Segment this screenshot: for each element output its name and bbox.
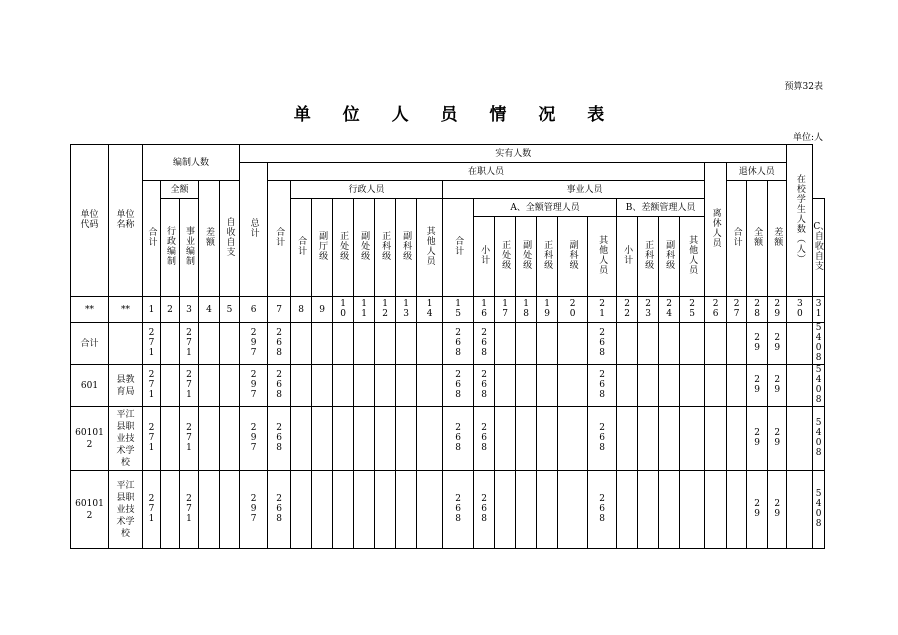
value-cell <box>161 407 180 471</box>
value-cell <box>312 323 333 365</box>
index-cell: 28 <box>747 297 768 323</box>
value-cell: 271 <box>143 365 161 407</box>
personnel-table <box>70 144 830 549</box>
value-cell <box>199 365 220 407</box>
value-cell <box>787 323 813 365</box>
value-cell: 5408 <box>813 365 825 407</box>
value-cell <box>516 471 537 549</box>
header-adm-total: 合计 <box>291 199 312 297</box>
index-cell: 29 <box>768 297 787 323</box>
index-cell: 12 <box>375 297 396 323</box>
header-a-div: 正处级 <box>495 217 516 297</box>
index-cell: 4 <box>199 297 220 323</box>
index-cell: ** <box>71 297 109 323</box>
value-cell: 29 <box>747 323 768 365</box>
index-cell: 20 <box>558 297 588 323</box>
value-cell <box>220 323 240 365</box>
header-retired-people: 离休人员 <box>705 163 727 297</box>
value-cell <box>354 365 375 407</box>
value-cell: 29 <box>768 407 787 471</box>
value-cell <box>417 471 443 549</box>
value-cell <box>787 471 813 549</box>
value-cell: 268 <box>588 365 617 407</box>
header-adm-deputy-dept: 副厅级 <box>312 199 333 297</box>
value-cell <box>537 365 558 407</box>
value-cell: 268 <box>443 471 474 549</box>
value-cell <box>617 365 638 407</box>
value-cell: 268 <box>474 323 495 365</box>
index-cell: 18 <box>516 297 537 323</box>
value-cell <box>161 471 180 549</box>
header-a-other: 其他人员 <box>588 217 617 297</box>
value-cell <box>417 407 443 471</box>
value-cell <box>354 407 375 471</box>
unit-name-cell: 平江县职业技术学校 <box>109 471 143 549</box>
index-cell: 25 <box>680 297 705 323</box>
value-cell <box>705 365 727 407</box>
value-cell <box>220 471 240 549</box>
value-cell <box>396 471 417 549</box>
value-cell <box>638 407 659 471</box>
index-cell: 14 <box>417 297 443 323</box>
index-cell: 30 <box>787 297 813 323</box>
value-cell: 29 <box>747 407 768 471</box>
value-cell: 297 <box>240 365 268 407</box>
header-bz-diff: 差额 <box>199 181 220 297</box>
value-cell: 268 <box>443 365 474 407</box>
table-row <box>71 407 825 471</box>
value-cell <box>333 323 354 365</box>
header-bz-career: 事业编制 <box>180 199 199 297</box>
value-cell: 271 <box>143 471 161 549</box>
value-cell <box>558 323 588 365</box>
index-cell: 5 <box>220 297 240 323</box>
table-row <box>71 323 825 365</box>
index-cell: 22 <box>617 297 638 323</box>
value-cell <box>787 407 813 471</box>
value-cell <box>659 323 680 365</box>
value-cell <box>354 323 375 365</box>
value-cell <box>375 471 396 549</box>
value-cell <box>291 471 312 549</box>
index-cell: 27 <box>727 297 747 323</box>
value-cell <box>333 407 354 471</box>
value-cell: 297 <box>240 407 268 471</box>
value-cell <box>291 365 312 407</box>
unit-name-cell <box>109 323 143 365</box>
value-cell <box>680 471 705 549</box>
value-cell <box>680 365 705 407</box>
index-cell: 15 <box>443 297 474 323</box>
value-cell <box>558 407 588 471</box>
value-cell <box>375 365 396 407</box>
value-cell <box>727 407 747 471</box>
header-in-service: 在职人员 <box>268 163 705 181</box>
value-cell: 268 <box>588 407 617 471</box>
value-cell <box>199 407 220 471</box>
value-cell: 268 <box>588 471 617 549</box>
value-cell <box>417 365 443 407</box>
value-cell <box>516 407 537 471</box>
header-bz-self: 自收自支 <box>220 181 240 297</box>
index-cell: 3 <box>180 297 199 323</box>
header-adm-div: 正处级 <box>333 199 354 297</box>
value-cell <box>312 407 333 471</box>
value-cell: 268 <box>268 365 291 407</box>
page-title: 单 位 人 员 情 况 表 <box>293 105 618 125</box>
header-a-sec: 正科级 <box>537 217 558 297</box>
value-cell: 271 <box>143 407 161 471</box>
value-cell <box>558 471 588 549</box>
value-cell: 297 <box>240 471 268 549</box>
header-bianzhi: 编制人数 <box>143 145 240 181</box>
value-cell: 268 <box>474 407 495 471</box>
index-cell: 23 <box>638 297 659 323</box>
header-in-total: 合计 <box>268 181 291 297</box>
header-b-other: 其他人员 <box>680 217 705 297</box>
header-diff-mgmt: B、差额管理人员 <box>617 199 705 217</box>
value-cell <box>558 365 588 407</box>
value-cell <box>199 323 220 365</box>
table-row <box>71 471 825 549</box>
index-cell: 17 <box>495 297 516 323</box>
header-car-total: 合计 <box>443 199 474 297</box>
header-b-sec: 正科级 <box>638 217 659 297</box>
header-retired: 退休人员 <box>727 163 787 181</box>
header-career-staff: 事业人员 <box>443 181 727 199</box>
unit-name-cell: 平江县职业技术学校 <box>109 407 143 471</box>
value-cell <box>220 365 240 407</box>
header-b-sub: 小计 <box>617 217 638 297</box>
value-cell <box>495 365 516 407</box>
header-unit-code: 单位代码 <box>71 145 109 297</box>
header-bz-admin: 行政编制 <box>161 199 180 297</box>
value-cell <box>396 323 417 365</box>
index-cell: 11 <box>354 297 375 323</box>
value-cell <box>617 471 638 549</box>
value-cell <box>291 407 312 471</box>
header-a-sub: 小计 <box>474 217 495 297</box>
value-cell <box>705 323 727 365</box>
value-cell <box>161 323 180 365</box>
header-self-c: C、自收自支 <box>813 199 825 297</box>
value-cell <box>638 365 659 407</box>
value-cell: 29 <box>768 323 787 365</box>
value-cell <box>537 323 558 365</box>
unit-code-cell: 601012 <box>71 407 109 471</box>
unit-code-cell: 601 <box>71 365 109 407</box>
value-cell: 271 <box>143 323 161 365</box>
header-unit-name: 单位名称 <box>109 145 143 297</box>
value-cell: 268 <box>474 471 495 549</box>
table-row <box>71 365 825 407</box>
header-row-1 <box>71 145 825 163</box>
value-cell: 29 <box>768 471 787 549</box>
header-adm-other: 其他人员 <box>417 199 443 297</box>
value-cell <box>537 471 558 549</box>
value-cell <box>417 323 443 365</box>
value-cell: 268 <box>588 323 617 365</box>
header-adm-deputy-div: 副处级 <box>354 199 375 297</box>
value-cell <box>375 323 396 365</box>
value-cell: 271 <box>180 471 199 549</box>
value-cell: 268 <box>443 323 474 365</box>
value-cell: 271 <box>180 365 199 407</box>
header-adm-deputy-sec: 副科级 <box>396 199 417 297</box>
unit-label: 单位:人 <box>792 133 823 143</box>
header-admin-staff: 行政人员 <box>291 181 443 199</box>
value-cell <box>495 471 516 549</box>
value-cell <box>680 323 705 365</box>
header-b-deputy-sec: 副科级 <box>659 217 680 297</box>
value-cell <box>659 471 680 549</box>
value-cell <box>333 471 354 549</box>
value-cell <box>220 407 240 471</box>
value-cell <box>659 365 680 407</box>
value-cell <box>161 365 180 407</box>
index-cell: 9 <box>312 297 333 323</box>
value-cell: 268 <box>443 407 474 471</box>
index-cell: 6 <box>240 297 268 323</box>
value-cell: 29 <box>768 365 787 407</box>
value-cell <box>727 471 747 549</box>
value-cell <box>727 323 747 365</box>
value-cell: 5408 <box>813 471 825 549</box>
value-cell <box>396 407 417 471</box>
index-cell: 10 <box>333 297 354 323</box>
value-cell <box>537 407 558 471</box>
value-cell <box>787 365 813 407</box>
index-cell: 16 <box>474 297 495 323</box>
index-cell: 8 <box>291 297 312 323</box>
value-cell <box>354 471 375 549</box>
header-ret-full: 全额 <box>747 181 768 297</box>
value-cell <box>705 407 727 471</box>
value-cell: 5408 <box>813 323 825 365</box>
index-cell: 1 <box>143 297 161 323</box>
header-grand-total: 总计 <box>240 163 268 297</box>
value-cell <box>516 365 537 407</box>
index-cell: 13 <box>396 297 417 323</box>
value-cell <box>291 323 312 365</box>
unit-code-cell: 合计 <box>71 323 109 365</box>
value-cell <box>638 471 659 549</box>
value-cell: 297 <box>240 323 268 365</box>
value-cell: 268 <box>268 471 291 549</box>
index-cell: 19 <box>537 297 558 323</box>
header-ret-diff: 差额 <box>768 181 787 297</box>
unit-code-cell: 601012 <box>71 471 109 549</box>
header-students: 在校学生人数（人） <box>787 145 813 297</box>
index-cell: 7 <box>268 297 291 323</box>
index-cell: 2 <box>161 297 180 323</box>
value-cell <box>617 407 638 471</box>
header-full-mgmt: A、全额管理人员 <box>474 199 617 217</box>
value-cell <box>495 407 516 471</box>
header-ret-total: 合计 <box>727 181 747 297</box>
index-cell: 24 <box>659 297 680 323</box>
header-a-deputy-div: 副处级 <box>516 217 537 297</box>
value-cell <box>617 323 638 365</box>
index-cell: 31 <box>813 297 825 323</box>
value-cell <box>312 471 333 549</box>
value-cell <box>638 323 659 365</box>
header-bz-total: 合计 <box>143 181 161 297</box>
value-cell <box>396 365 417 407</box>
value-cell <box>199 471 220 549</box>
value-cell: 271 <box>180 323 199 365</box>
value-cell <box>516 323 537 365</box>
value-cell: 29 <box>747 365 768 407</box>
value-cell <box>312 365 333 407</box>
value-cell <box>705 471 727 549</box>
value-cell <box>680 407 705 471</box>
header-actual: 实有人数 <box>240 145 787 163</box>
value-cell <box>333 365 354 407</box>
value-cell: 5408 <box>813 407 825 471</box>
value-cell <box>375 407 396 471</box>
header-adm-sec: 正科级 <box>375 199 396 297</box>
form-code: 预算32表 <box>784 82 823 92</box>
index-cell: ** <box>109 297 143 323</box>
value-cell <box>495 323 516 365</box>
header-a-deputy-sec: 副科级 <box>558 217 588 297</box>
index-cell: 21 <box>588 297 617 323</box>
value-cell: 29 <box>747 471 768 549</box>
index-cell: 26 <box>705 297 727 323</box>
value-cell: 271 <box>180 407 199 471</box>
value-cell: 268 <box>268 323 291 365</box>
value-cell: 268 <box>474 365 495 407</box>
unit-name-cell: 县教育局 <box>109 365 143 407</box>
value-cell <box>727 365 747 407</box>
header-quane-group: 全额 <box>161 181 199 199</box>
header-row-3 <box>71 181 825 199</box>
index-row <box>71 297 825 323</box>
value-cell: 268 <box>268 407 291 471</box>
value-cell <box>659 407 680 471</box>
